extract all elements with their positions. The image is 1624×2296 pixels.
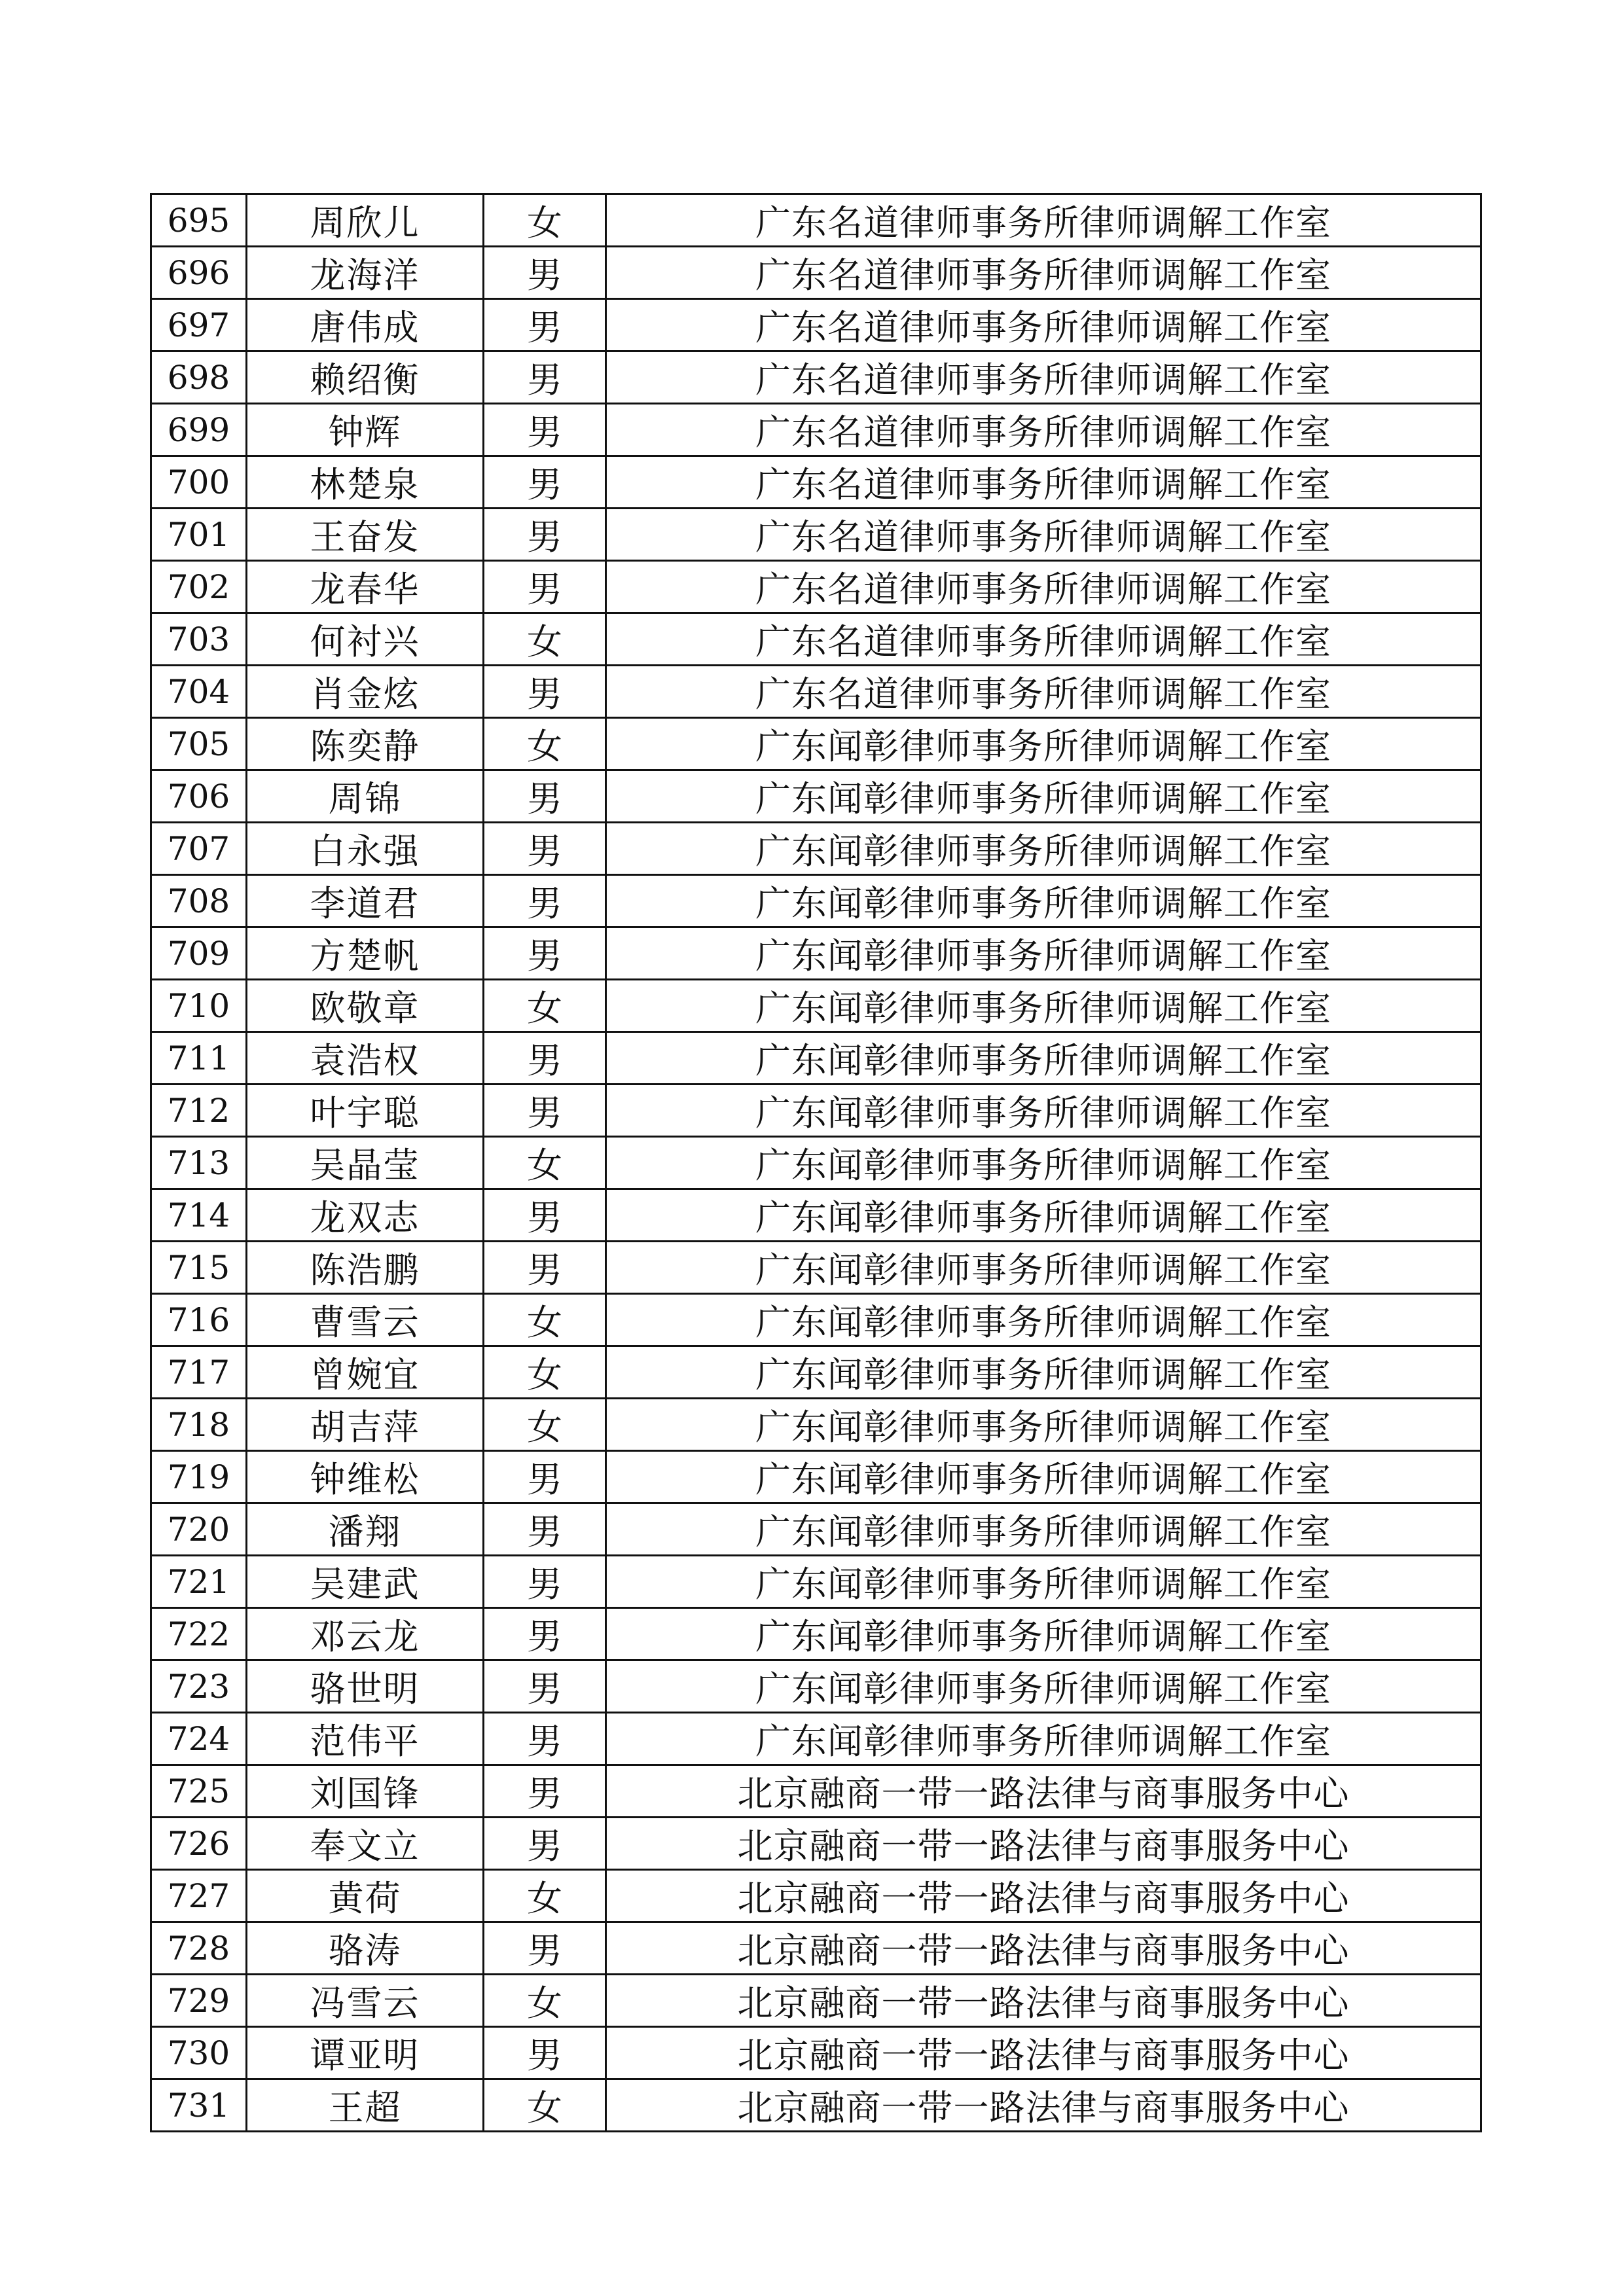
table-row bbox=[151, 561, 1481, 613]
serial-number-cell: 729 bbox=[151, 1975, 247, 2027]
organization-cell: 广东闻彰律师事务所律师调解工作室 bbox=[606, 1137, 1481, 1189]
organization-cell: 广东闻彰律师事务所律师调解工作室 bbox=[606, 1556, 1481, 1608]
gender-cell: 男 bbox=[484, 927, 606, 980]
person-name-cell: 钟维松 bbox=[247, 1451, 484, 1503]
table-row bbox=[151, 299, 1481, 351]
person-name-cell: 黄荷 bbox=[247, 1870, 484, 1922]
serial-number-cell: 707 bbox=[151, 823, 247, 875]
mediator-roster-table bbox=[150, 193, 1482, 2132]
person-name-cell: 陈浩鹏 bbox=[247, 1242, 484, 1294]
gender-cell: 女 bbox=[484, 980, 606, 1032]
table-row bbox=[151, 1085, 1481, 1137]
organization-cell: 广东名道律师事务所律师调解工作室 bbox=[606, 666, 1481, 718]
person-name-cell: 冯雪云 bbox=[247, 1975, 484, 2027]
serial-number-cell: 697 bbox=[151, 299, 247, 351]
gender-cell: 女 bbox=[484, 1399, 606, 1451]
organization-cell: 北京融商一带一路法律与商事服务中心 bbox=[606, 2079, 1481, 2132]
organization-cell: 广东闻彰律师事务所律师调解工作室 bbox=[606, 1294, 1481, 1346]
organization-cell: 广东闻彰律师事务所律师调解工作室 bbox=[606, 1189, 1481, 1242]
gender-cell: 男 bbox=[484, 1713, 606, 1765]
serial-number-cell: 724 bbox=[151, 1713, 247, 1765]
table-row bbox=[151, 1765, 1481, 1818]
table-row bbox=[151, 1608, 1481, 1660]
gender-cell: 男 bbox=[484, 2027, 606, 2079]
serial-number-cell: 723 bbox=[151, 1660, 247, 1713]
gender-cell: 男 bbox=[484, 1503, 606, 1556]
gender-cell: 男 bbox=[484, 1922, 606, 1975]
gender-cell: 女 bbox=[484, 613, 606, 666]
gender-cell: 男 bbox=[484, 1818, 606, 1870]
gender-cell: 男 bbox=[484, 456, 606, 509]
serial-number-cell: 719 bbox=[151, 1451, 247, 1503]
person-name-cell: 王超 bbox=[247, 2079, 484, 2132]
serial-number-cell: 725 bbox=[151, 1765, 247, 1818]
serial-number-cell: 699 bbox=[151, 404, 247, 456]
table-row bbox=[151, 613, 1481, 666]
serial-number-cell: 696 bbox=[151, 247, 247, 299]
organization-cell: 广东闻彰律师事务所律师调解工作室 bbox=[606, 1608, 1481, 1660]
organization-cell: 广东闻彰律师事务所律师调解工作室 bbox=[606, 1451, 1481, 1503]
person-name-cell: 骆世明 bbox=[247, 1660, 484, 1713]
gender-cell: 男 bbox=[484, 1660, 606, 1713]
table-row bbox=[151, 666, 1481, 718]
gender-cell: 男 bbox=[484, 666, 606, 718]
organization-cell: 广东名道律师事务所律师调解工作室 bbox=[606, 299, 1481, 351]
gender-cell: 女 bbox=[484, 718, 606, 770]
table-row bbox=[151, 247, 1481, 299]
serial-number-cell: 716 bbox=[151, 1294, 247, 1346]
table-row bbox=[151, 1818, 1481, 1870]
person-name-cell: 袁浩权 bbox=[247, 1032, 484, 1085]
person-name-cell: 吴建武 bbox=[247, 1556, 484, 1608]
organization-cell: 广东闻彰律师事务所律师调解工作室 bbox=[606, 770, 1481, 823]
person-name-cell: 周锦 bbox=[247, 770, 484, 823]
organization-cell: 广东闻彰律师事务所律师调解工作室 bbox=[606, 875, 1481, 927]
organization-cell: 广东名道律师事务所律师调解工作室 bbox=[606, 247, 1481, 299]
person-name-cell: 龙海洋 bbox=[247, 247, 484, 299]
organization-cell: 广东闻彰律师事务所律师调解工作室 bbox=[606, 1032, 1481, 1085]
organization-cell: 广东闻彰律师事务所律师调解工作室 bbox=[606, 1399, 1481, 1451]
table-row bbox=[151, 1503, 1481, 1556]
gender-cell: 男 bbox=[484, 1085, 606, 1137]
gender-cell: 女 bbox=[484, 1346, 606, 1399]
organization-cell: 广东闻彰律师事务所律师调解工作室 bbox=[606, 1242, 1481, 1294]
organization-cell: 广东名道律师事务所律师调解工作室 bbox=[606, 509, 1481, 561]
organization-cell: 广东闻彰律师事务所律师调解工作室 bbox=[606, 927, 1481, 980]
person-name-cell: 邓云龙 bbox=[247, 1608, 484, 1660]
person-name-cell: 曹雪云 bbox=[247, 1294, 484, 1346]
gender-cell: 女 bbox=[484, 1294, 606, 1346]
serial-number-cell: 717 bbox=[151, 1346, 247, 1399]
serial-number-cell: 712 bbox=[151, 1085, 247, 1137]
person-name-cell: 唐伟成 bbox=[247, 299, 484, 351]
serial-number-cell: 710 bbox=[151, 980, 247, 1032]
person-name-cell: 龙双志 bbox=[247, 1189, 484, 1242]
organization-cell: 广东名道律师事务所律师调解工作室 bbox=[606, 613, 1481, 666]
table-row bbox=[151, 718, 1481, 770]
table-row bbox=[151, 1346, 1481, 1399]
table-row bbox=[151, 2079, 1481, 2132]
serial-number-cell: 703 bbox=[151, 613, 247, 666]
person-name-cell: 李道君 bbox=[247, 875, 484, 927]
table-row bbox=[151, 1137, 1481, 1189]
table-row bbox=[151, 1660, 1481, 1713]
table-row bbox=[151, 1451, 1481, 1503]
organization-cell: 广东闻彰律师事务所律师调解工作室 bbox=[606, 823, 1481, 875]
table-row bbox=[151, 1242, 1481, 1294]
person-name-cell: 陈奕静 bbox=[247, 718, 484, 770]
organization-cell: 广东名道律师事务所律师调解工作室 bbox=[606, 456, 1481, 509]
person-name-cell: 骆涛 bbox=[247, 1922, 484, 1975]
person-name-cell: 欧敬章 bbox=[247, 980, 484, 1032]
organization-cell: 广东闻彰律师事务所律师调解工作室 bbox=[606, 1713, 1481, 1765]
organization-cell: 广东闻彰律师事务所律师调解工作室 bbox=[606, 980, 1481, 1032]
person-name-cell: 赖绍衡 bbox=[247, 351, 484, 404]
gender-cell: 男 bbox=[484, 770, 606, 823]
table-row bbox=[151, 1713, 1481, 1765]
serial-number-cell: 702 bbox=[151, 561, 247, 613]
serial-number-cell: 730 bbox=[151, 2027, 247, 2079]
serial-number-cell: 695 bbox=[151, 194, 247, 247]
table-row bbox=[151, 194, 1481, 247]
table-row bbox=[151, 823, 1481, 875]
person-name-cell: 肖金炫 bbox=[247, 666, 484, 718]
table-row bbox=[151, 1870, 1481, 1922]
organization-cell: 北京融商一带一路法律与商事服务中心 bbox=[606, 1765, 1481, 1818]
gender-cell: 女 bbox=[484, 1870, 606, 1922]
gender-cell: 女 bbox=[484, 1137, 606, 1189]
organization-cell: 广东闻彰律师事务所律师调解工作室 bbox=[606, 1503, 1481, 1556]
person-name-cell: 刘国锋 bbox=[247, 1765, 484, 1818]
table-row bbox=[151, 2027, 1481, 2079]
person-name-cell: 白永强 bbox=[247, 823, 484, 875]
gender-cell: 男 bbox=[484, 1451, 606, 1503]
gender-cell: 男 bbox=[484, 1189, 606, 1242]
person-name-cell: 王奋发 bbox=[247, 509, 484, 561]
serial-number-cell: 700 bbox=[151, 456, 247, 509]
gender-cell: 男 bbox=[484, 1608, 606, 1660]
serial-number-cell: 721 bbox=[151, 1556, 247, 1608]
organization-cell: 北京融商一带一路法律与商事服务中心 bbox=[606, 1818, 1481, 1870]
person-name-cell: 林楚泉 bbox=[247, 456, 484, 509]
organization-cell: 北京融商一带一路法律与商事服务中心 bbox=[606, 1975, 1481, 2027]
serial-number-cell: 715 bbox=[151, 1242, 247, 1294]
table-row bbox=[151, 351, 1481, 404]
person-name-cell: 方楚帆 bbox=[247, 927, 484, 980]
table-row bbox=[151, 509, 1481, 561]
gender-cell: 男 bbox=[484, 1242, 606, 1294]
person-name-cell: 谭亚明 bbox=[247, 2027, 484, 2079]
gender-cell: 男 bbox=[484, 561, 606, 613]
table-row bbox=[151, 927, 1481, 980]
serial-number-cell: 726 bbox=[151, 1818, 247, 1870]
serial-number-cell: 713 bbox=[151, 1137, 247, 1189]
person-name-cell: 潘翔 bbox=[247, 1503, 484, 1556]
gender-cell: 男 bbox=[484, 1765, 606, 1818]
serial-number-cell: 708 bbox=[151, 875, 247, 927]
person-name-cell: 龙春华 bbox=[247, 561, 484, 613]
organization-cell: 广东闻彰律师事务所律师调解工作室 bbox=[606, 1660, 1481, 1713]
serial-number-cell: 731 bbox=[151, 2079, 247, 2132]
table-row bbox=[151, 1399, 1481, 1451]
table-row bbox=[151, 770, 1481, 823]
serial-number-cell: 720 bbox=[151, 1503, 247, 1556]
organization-cell: 北京融商一带一路法律与商事服务中心 bbox=[606, 1922, 1481, 1975]
roster-body bbox=[151, 194, 1481, 2132]
person-name-cell: 钟辉 bbox=[247, 404, 484, 456]
person-name-cell: 吴晶莹 bbox=[247, 1137, 484, 1189]
organization-cell: 广东闻彰律师事务所律师调解工作室 bbox=[606, 1346, 1481, 1399]
gender-cell: 女 bbox=[484, 194, 606, 247]
gender-cell: 男 bbox=[484, 351, 606, 404]
person-name-cell: 叶宇聪 bbox=[247, 1085, 484, 1137]
table-row bbox=[151, 1922, 1481, 1975]
person-name-cell: 何衬兴 bbox=[247, 613, 484, 666]
serial-number-cell: 704 bbox=[151, 666, 247, 718]
person-name-cell: 奉文立 bbox=[247, 1818, 484, 1870]
organization-cell: 广东名道律师事务所律师调解工作室 bbox=[606, 351, 1481, 404]
gender-cell: 男 bbox=[484, 299, 606, 351]
table-row bbox=[151, 1032, 1481, 1085]
gender-cell: 女 bbox=[484, 1975, 606, 2027]
table-row bbox=[151, 1556, 1481, 1608]
organization-cell: 广东名道律师事务所律师调解工作室 bbox=[606, 194, 1481, 247]
gender-cell: 男 bbox=[484, 247, 606, 299]
serial-number-cell: 705 bbox=[151, 718, 247, 770]
gender-cell: 男 bbox=[484, 404, 606, 456]
serial-number-cell: 722 bbox=[151, 1608, 247, 1660]
serial-number-cell: 706 bbox=[151, 770, 247, 823]
serial-number-cell: 714 bbox=[151, 1189, 247, 1242]
table-row bbox=[151, 1294, 1481, 1346]
serial-number-cell: 718 bbox=[151, 1399, 247, 1451]
gender-cell: 男 bbox=[484, 875, 606, 927]
serial-number-cell: 711 bbox=[151, 1032, 247, 1085]
serial-number-cell: 728 bbox=[151, 1922, 247, 1975]
person-name-cell: 范伟平 bbox=[247, 1713, 484, 1765]
serial-number-cell: 727 bbox=[151, 1870, 247, 1922]
organization-cell: 北京融商一带一路法律与商事服务中心 bbox=[606, 1870, 1481, 1922]
table-row bbox=[151, 1975, 1481, 2027]
person-name-cell: 曾婉宜 bbox=[247, 1346, 484, 1399]
gender-cell: 男 bbox=[484, 823, 606, 875]
organization-cell: 北京融商一带一路法律与商事服务中心 bbox=[606, 2027, 1481, 2079]
serial-number-cell: 698 bbox=[151, 351, 247, 404]
person-name-cell: 胡吉萍 bbox=[247, 1399, 484, 1451]
table-row bbox=[151, 404, 1481, 456]
organization-cell: 广东名道律师事务所律师调解工作室 bbox=[606, 404, 1481, 456]
gender-cell: 男 bbox=[484, 1556, 606, 1608]
organization-cell: 广东闻彰律师事务所律师调解工作室 bbox=[606, 1085, 1481, 1137]
serial-number-cell: 701 bbox=[151, 509, 247, 561]
organization-cell: 广东闻彰律师事务所律师调解工作室 bbox=[606, 718, 1481, 770]
table-row bbox=[151, 875, 1481, 927]
serial-number-cell: 709 bbox=[151, 927, 247, 980]
gender-cell: 男 bbox=[484, 509, 606, 561]
gender-cell: 女 bbox=[484, 2079, 606, 2132]
organization-cell: 广东名道律师事务所律师调解工作室 bbox=[606, 561, 1481, 613]
person-name-cell: 周欣儿 bbox=[247, 194, 484, 247]
table-row bbox=[151, 1189, 1481, 1242]
table-row bbox=[151, 980, 1481, 1032]
gender-cell: 男 bbox=[484, 1032, 606, 1085]
table-row bbox=[151, 456, 1481, 509]
